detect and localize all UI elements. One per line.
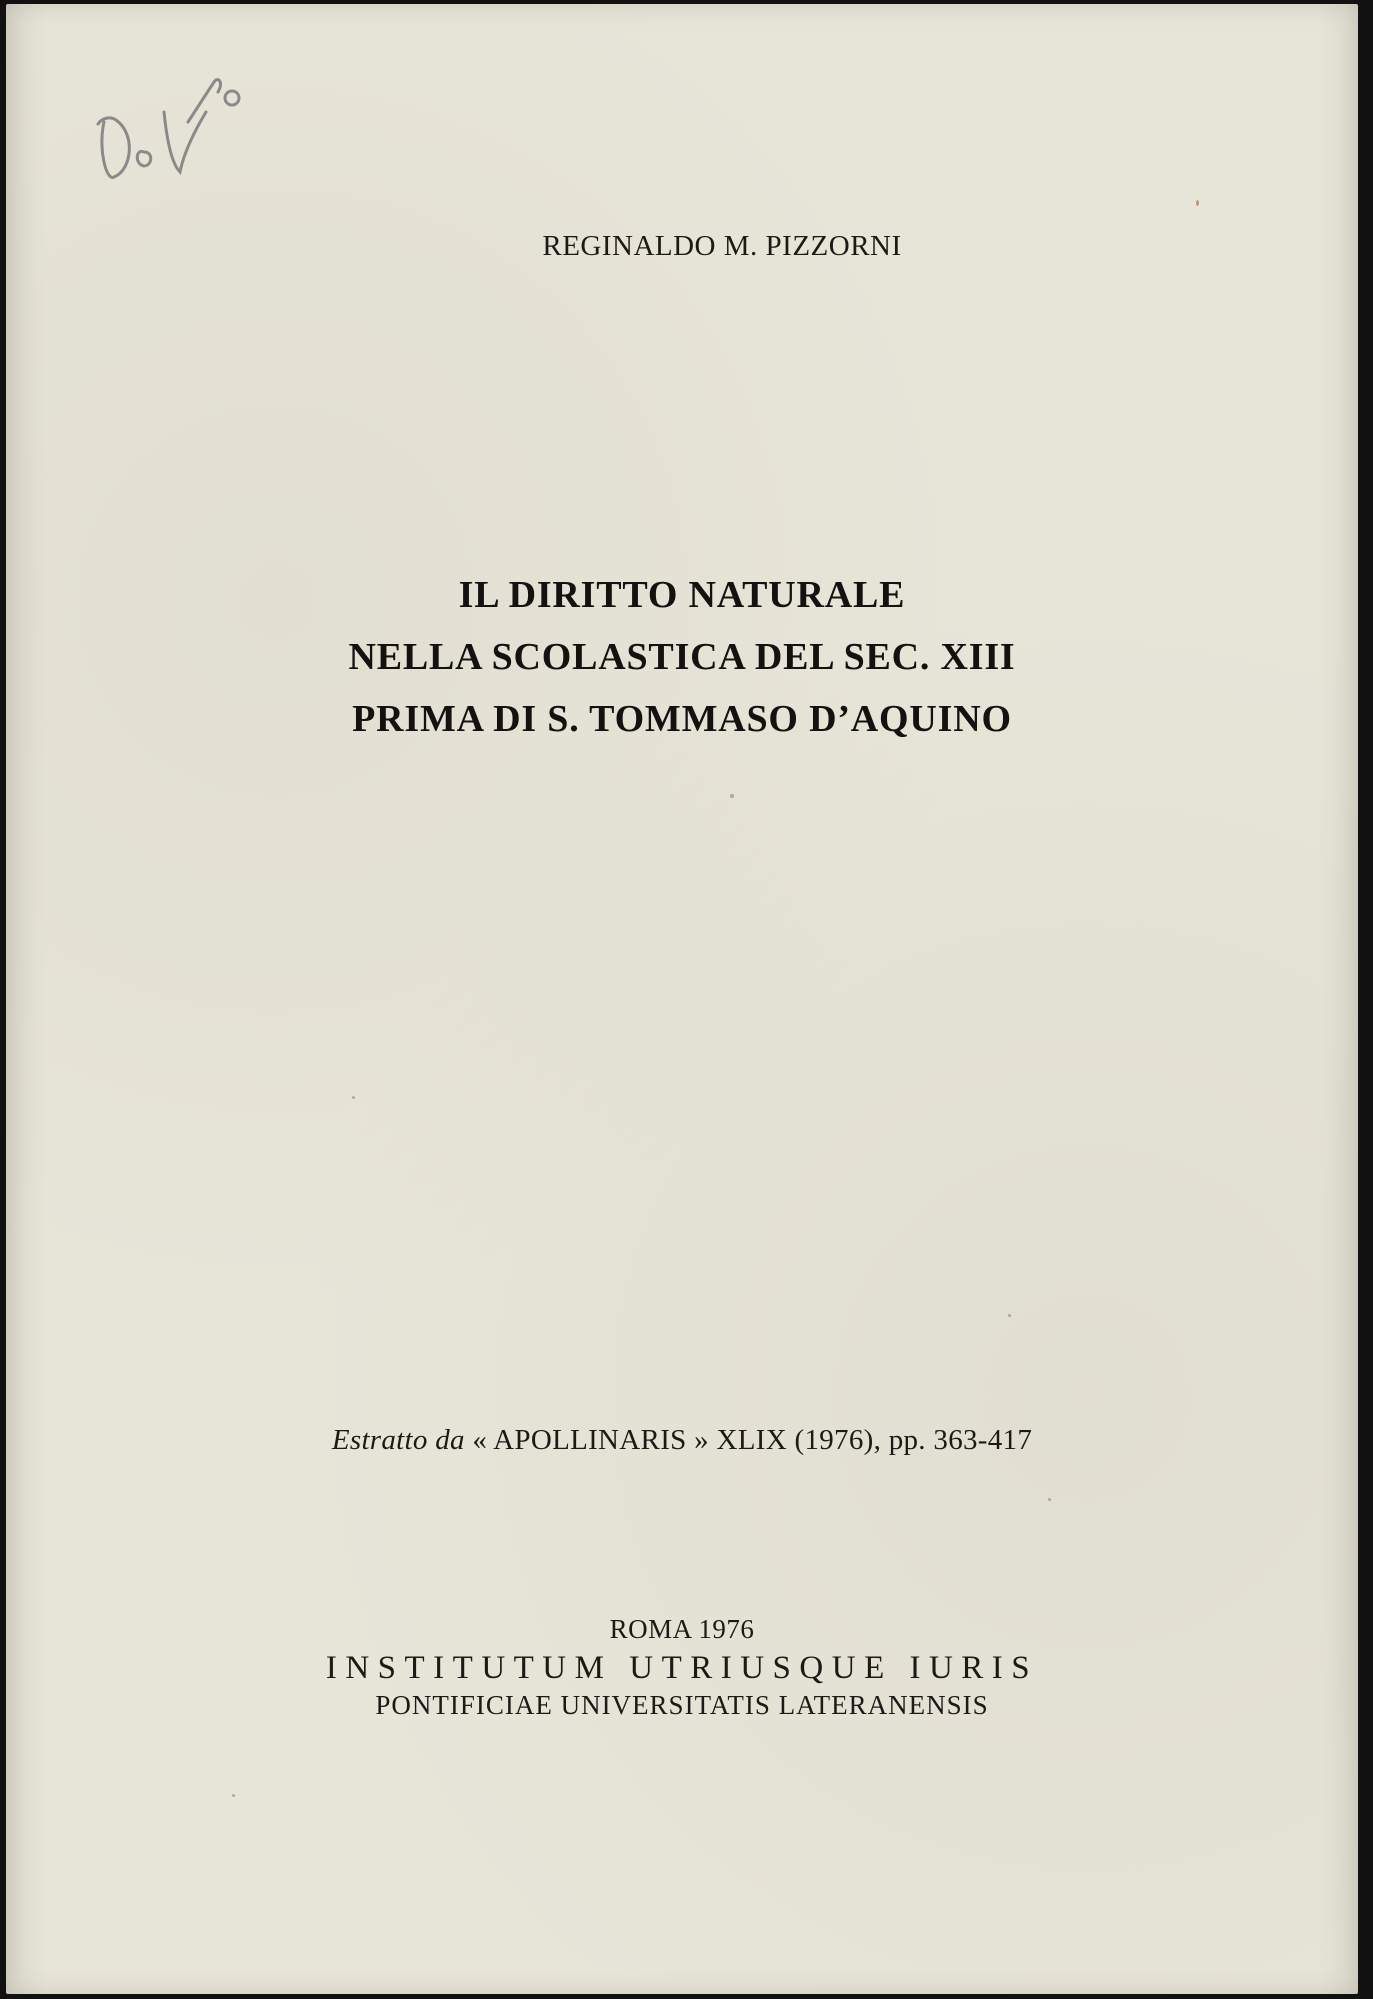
paper-speck xyxy=(1196,200,1199,206)
paper-speck xyxy=(1048,1498,1051,1501)
publisher-university: PONTIFICIAE UNIVERSITATIS LATERANENSIS xyxy=(375,1690,989,1720)
paper-speck xyxy=(352,1096,355,1099)
extract-source: « APOLLINARIS » XLIX (1976), pp. 363-417 xyxy=(464,1424,1033,1456)
paper-speck xyxy=(1008,1314,1011,1317)
author-name: REGINALDO M. PIZZORNI xyxy=(542,230,902,262)
title-line-3: PRIMA DI S. TOMMASO D’AQUINO xyxy=(352,698,1012,740)
title-line-1: IL DIRITTO NATURALE xyxy=(458,574,906,616)
title-line-2: NELLA SCOLASTICA DEL SEC. XIII xyxy=(348,636,1016,678)
handwritten-annotation xyxy=(84,52,254,202)
book-title xyxy=(6,564,1358,750)
book-cover xyxy=(6,4,1358,1994)
paper-speck xyxy=(730,794,734,798)
extract-note xyxy=(6,1424,1358,1457)
place-year: ROMA 1976 xyxy=(609,1614,755,1644)
publisher-institute: INSTITUTUM UTRIUSQUE IURIS xyxy=(325,1650,1039,1686)
paper-speck xyxy=(232,1794,235,1797)
extract-prefix: Estratto da xyxy=(331,1424,465,1456)
